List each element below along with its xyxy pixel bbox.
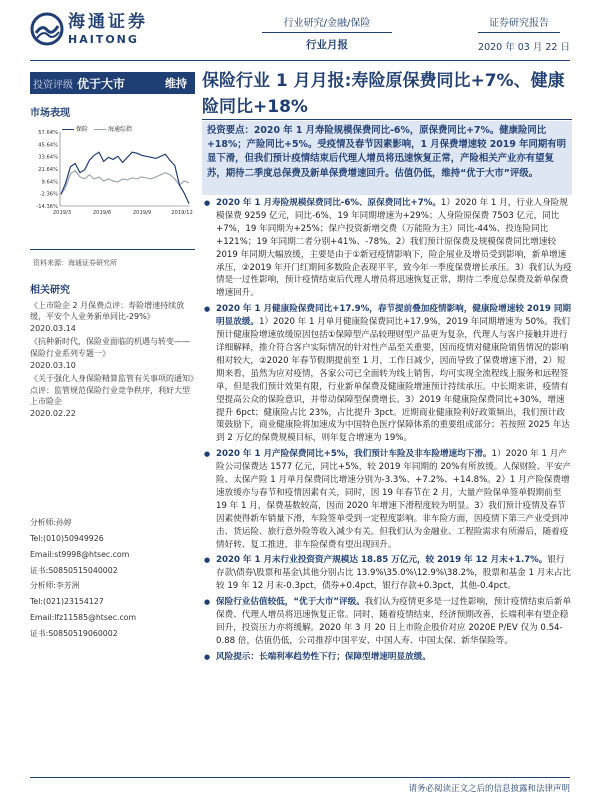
- related-item-text: 《抗种新时代，保险业面临的机遇与转变——保险行业系列专题一》: [30, 337, 190, 358]
- haitong-logo: [30, 8, 165, 50]
- investment-rating-bar: [30, 72, 195, 94]
- y-tick-label: 57.64%: [38, 130, 58, 136]
- related-item-date: 2020.03.10: [30, 360, 76, 370]
- related-research: [30, 285, 195, 422]
- logo-english-name: HAITONG: [68, 32, 139, 46]
- related-item[interactable]: [30, 336, 195, 371]
- analyst-1-tel: Tel:(010)50949926: [30, 534, 104, 543]
- body-paragraph: [202, 448, 572, 551]
- related-item-date: 2020.02.22: [30, 408, 76, 418]
- analyst-1: [30, 515, 195, 579]
- paragraph-lead: 2020 年 1 月健康险保费同比+17.9%，春节提前叠加疫情影响，健康险增速较 2019 同期明显放缓。: [216, 304, 572, 328]
- paragraph-lead: 2020 年 1 月末行业投资资产规模达 18.85 万亿元，较 2019 年 12 月末+1.7%。: [216, 555, 548, 566]
- related-title: 相关研究: [30, 285, 70, 296]
- x-tick-label: 2019/9: [132, 210, 152, 216]
- title-divider: [202, 119, 572, 120]
- rating-value: 优于大市: [77, 76, 126, 91]
- legend-item-index: 海通综指: [94, 124, 132, 133]
- body-paragraph: [202, 303, 572, 445]
- analyst-2-cert: 证书:S0850519060002: [30, 629, 118, 638]
- paragraph-lead: 风险提示：长端利率趋势性下行；保障型增速明显放缓。: [216, 651, 431, 662]
- body-paragraph: [202, 554, 572, 593]
- analyst-2-tel: Tel:(021)23154127: [30, 597, 104, 606]
- report-date: 2020 年 03 月 22 日: [478, 42, 570, 53]
- analyst-1-name: 分析师:孙婷: [30, 518, 72, 527]
- report-type: 行业月报: [306, 39, 348, 51]
- body-paragraph: [202, 596, 572, 648]
- paragraph-text: 银行存款\债券\股票和基金\其他分别占比 13.9%\35.0%\12.9%\38.2%，股票和基金 1 月末占比较 19 年 12 月末-0.3pct，债券+0.4pct，银行存款+0.3pct，其他-0.4pct。: [216, 555, 572, 592]
- logo-chinese-name: 海通证券: [68, 11, 148, 32]
- paragraph-text: 1）2020 年 1 月单月健康险保费同比+17.9%，2019 年同期增速为 50%。我们预计健康险增速放缓原因包括①保障型产品较理财型产品更为复杂，代理人与客户接触并进行详细解释，推介符合客户实际情况的针对性产品至关重要，因而疫情对健康险销售情况的影响相对较大，②2020 年春节假期提前至 1 月，工作日减少，因而导致了保费增速下滑，2）短期来看，虽然为应对疫情，各家公司已全面转为线上销售，均可实现全流程线上服务和远程签单，但是我们预计效果有限，行业新单保费及健康险增速预计持续承压。中长期来讲，疫情有望提高公众的保险意识，并带动保障型保费增长。3）2019 年健康险保费同比+30%，增速提升 6pct；健康险占比 23%，占比提升 3pct。近期商业健康险利好政策频出，我们预计政策鼓励下，商业健康险将加速成为中国特色医疗保障体系的重要组成部分；若按照 2025 年达到 2 万亿的保费规模目标，则年复合增速为 19%。: [216, 317, 570, 444]
- series-line-1: [61, 171, 189, 195]
- paragraph-text: 我们认为疫情更多是一过性影响，预计疫情结束后新单保费、代理人增员将迅速恢复正常。同时，随着疫情结束，经济预期改善，长端利率有望企稳回升，投资压力亦将缓解。2020 年 3 月 20 日上市险企股价对应 2020E P/EV 仅为 0.54-0.88 倍，估值仍低，公司推荐中国平安、中国人寿、中国太保、新华保险等。: [216, 597, 572, 646]
- legend-item-insurance: 保险: [62, 124, 88, 133]
- y-tick-label: 21.64%: [38, 167, 58, 173]
- analyst-1-email[interactable]: Email:st9998@htsec.com: [30, 550, 130, 559]
- analyst-2-name: 分析师:李芳洲: [30, 581, 80, 590]
- y-tick-label: 33.64%: [38, 154, 58, 161]
- paragraph-lead: 2020 年 1 月产险保费同比+5%，我们预计车险及非车险增速均下滑。: [216, 449, 492, 460]
- y-tick-label: -2.36%: [39, 191, 58, 198]
- report-label: 证券研究报告: [478, 14, 560, 33]
- analyst-2-email[interactable]: Email:lfz11585@htsec.com: [30, 613, 137, 622]
- y-tick-label: 45.64%: [38, 142, 58, 149]
- report-body: [202, 197, 572, 667]
- x-tick-label: 2019/12: [171, 210, 193, 216]
- investment-summary: 投资要点：2020 年 1 月寿险规模保费同比-6%，原保费同比+7%。健康险同比+18%；产险同比+5%。受疫情及春节因素影响，1 月保费增速较 2019 年同期有明显下滑，但我们预计疫情结束后代理人增员将迅速恢复正常，产险相关产业亦有望复苏，期待二季度总保费及新单保费增速回升。估值仍低，维持“优于大市”评级。: [202, 121, 572, 195]
- series-line-0: [61, 152, 189, 203]
- disclaimer-footer: 请务必阅读正文之后的信息披露和法律声明: [408, 784, 570, 794]
- y-tick-label: -14.36%: [36, 204, 58, 210]
- rating-action: 维持: [165, 77, 187, 90]
- header-divider: [30, 60, 570, 61]
- market-performance-chart: [30, 128, 195, 223]
- related-item[interactable]: [30, 300, 195, 335]
- report-title: 保险行业 1 月月报:寿险原保费同比+7%、健康险同比+18%: [202, 71, 565, 117]
- analyst-2: [30, 578, 195, 642]
- rating-label: 投资评级: [33, 79, 73, 91]
- footer-divider: [30, 777, 570, 778]
- y-tick-label: 9.64%: [41, 179, 58, 186]
- haitong-logo-icon: [30, 12, 64, 46]
- chart-divider: [30, 249, 195, 250]
- related-item-text: 《关于强化人身保险精算监管有关事项的通知》点评：监管规范保险行业竞争秩序，利好大型上市险企: [30, 374, 194, 407]
- paragraph-text: 1）2020 年 1 月，行业人身险规模保费 9259 亿元，同比-6%，19 年同期增速为+29%；人身险原保费 7503 亿元，同比+7%，19 年同期为+25%；保户投资新增交费（万能险为主）同比-44%、投连险同比+121%；19 年同期二者分别+41%、-78%。2）我们预计原保费及规模保费同比增速较 2019 年同期大幅放缓，主要是由于①新冠疫情影响下，险企展业及增员受到影响，新单增速承压，②2019 年开门红期间多数险企表现平平，致今年一季度保费增长承压。3）我们认为疫情是一过性影响，预计疫情结束后代理人增员将迅速恢复正常，期待二季度总保费及新单保费增速回升。: [216, 198, 572, 299]
- chart-source: 资料来源：海通证券研究所: [33, 259, 117, 267]
- chart-axes: [60, 132, 190, 206]
- x-tick-label: 2019/3: [52, 210, 72, 216]
- related-item[interactable]: [30, 373, 195, 419]
- paragraph-lead: 2020 年 1 月寿险规模保费同比-6%、原保费同比+7%。: [216, 198, 441, 208]
- market-section-title: 市场表现: [30, 108, 70, 119]
- analyst-1-cert: 证书:S0850515040002: [30, 566, 118, 575]
- report-category: 行业研究/金融/保险: [262, 14, 392, 33]
- body-paragraph: [202, 651, 572, 664]
- x-tick-label: 2019/6: [92, 210, 112, 216]
- paragraph-lead: 保险行业估值较低，“优于大市”评级。: [216, 597, 365, 608]
- paragraph-text: 1）2020 年 1 月产险公司保费达 1577 亿元，同比+5%，较 2019 年同期的 20%有所放缓。人保财险、平安产险、太保产险 1 月单月保费同比增速分别为-3.3%、+7.2%、+14.8%。2）1 月产险保费增速放缓亦与春节和疫情因素有关，同时，因 19 年春节在 2 月，大量产险保单签单假期前至 19 年 1 月，保费基数较高，因而 2020 年增速下滑程度较为明显。3）我们预计疫情及春节因素使得新车销量下滑，车险签单受到一定程度影响。非车险方面，因疫情下第三产业受到冲击、货运险、旅行意外险等收入减少有关。但我们认为金融业、工程险需求有所滞后，随着疫情好转、复工推进，非车险保费有望出现回升。: [216, 449, 572, 550]
- body-paragraph: [202, 197, 572, 300]
- related-item-date: 2020.03.14: [30, 323, 76, 333]
- related-item-text: 《上市险企 2 月保费点评：寿险增速持续放缓，平安个人业务新单同比-29%》: [30, 300, 185, 322]
